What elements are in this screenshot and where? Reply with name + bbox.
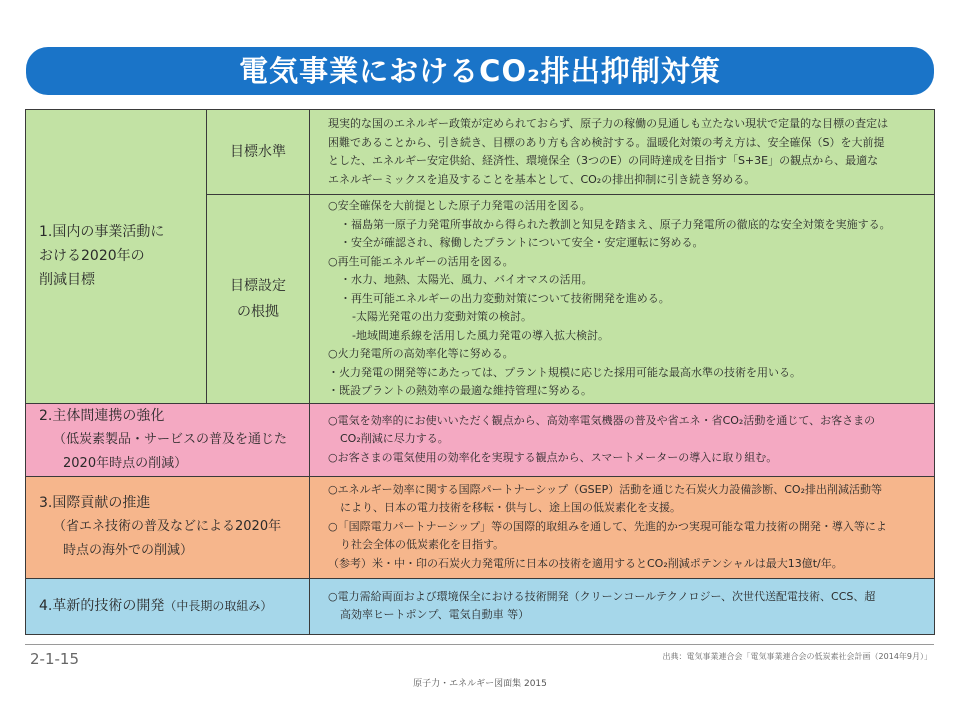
page-title: 電気事業におけるCO₂排出抑制対策	[26, 47, 934, 95]
footer-divider	[25, 644, 934, 645]
text-line: とした、エネルギー安定供給、経済性、環境保全（3つのE）の同時達成を目指す「S+3E」の観点から、最適な	[328, 154, 879, 167]
category-title: 4.革新的技術の開発	[39, 598, 165, 614]
row-domestic-goal-level	[26, 110, 935, 195]
text-line: ○電力需給両面および環境保全における技術開発（クリーンコールテクノロジー、次世代送配電技術、CCS、超	[328, 589, 876, 603]
text-line: ・福島第一原子力発電所事故から得られた教訓と知見を踏まえ、原子力発電所の徹底的な安全対策を実施する。	[340, 217, 891, 231]
publication-footer: 原子力・エネルギー図面集 2015	[413, 679, 547, 689]
text-line: ○電気を効率的にお使いいただく観点から、高効率電気機器の普及や省エネ・省CO₂活動を通じて、お客さまの	[328, 413, 876, 427]
text-line: ○お客さまの電気使用の効率化を実現する観点から、スマートメーターの導入に取り組む。	[328, 450, 778, 464]
text-innovation	[310, 578, 935, 634]
category-innovation	[26, 578, 310, 634]
category-line: 1.国内の事業活動に	[39, 224, 165, 241]
text-line: ○火力発電所の高効率化等に努める。	[328, 347, 514, 360]
text-line: 高効率ヒートポンプ、電気自動車 等）	[340, 608, 530, 621]
text-line: り社会全体の低炭素化を目指す。	[340, 538, 505, 552]
text-line: -地域間連系線を活用した風力発電の導入拡大検討。	[352, 328, 609, 342]
category-line: 削減目標	[39, 272, 95, 289]
category-sub: 時点の海外での削減）	[63, 543, 194, 558]
text-line: ・火力発電の開発等にあたっては、プラント規模に応じた採用可能な最高水準の技術を用いる。	[328, 365, 801, 379]
text-line: ○安全確保を大前提とした原子力発電の活用を図る。	[328, 199, 591, 212]
label-line: 目標設定	[230, 277, 286, 294]
category-domestic	[26, 110, 207, 404]
category-title: 3.国際貢献の推進	[39, 495, 151, 511]
text-line: 困難であることから、引き続き、目標のあり方も含め検討する。温暖化対策の考え方は、安全確保（S）を大前提	[328, 135, 885, 149]
category-title: 2.主体間連携の強化	[39, 407, 165, 424]
text-line: により、日本の電力技術を移転・供与し、途上国の低炭素化を支援。	[340, 501, 681, 515]
category-sub: （中長期の取組み）	[164, 599, 273, 613]
category-cooperation	[26, 403, 310, 476]
category-sub: （低炭素製品・サービスの普及を通じた	[53, 431, 288, 447]
text-line: ・再生可能エネルギーの出力変動対策について技術開発を進める。	[340, 291, 670, 305]
category-line: おける2020年の	[39, 248, 145, 265]
label-line: の根拠	[237, 303, 279, 320]
measures-table	[25, 109, 935, 635]
text-line: CO₂削減に尽力する。	[340, 432, 449, 446]
text-line: ・既設プラントの熱効率の最適な維持管理に努める。	[328, 384, 592, 397]
row-cooperation	[26, 403, 935, 476]
source-citation: 出典：電気事業連合会「電気事業連合会の低炭素社会計画（2014年9月）」	[662, 652, 932, 661]
text-line: ○エネルギー効率に関する国際パートナーシップ（GSEP）活動を通じた石炭火力設備診断、CO₂排出削減活動等	[328, 482, 882, 496]
label-target-basis	[207, 195, 310, 404]
page-number: 2-1-15	[30, 650, 79, 668]
text-line: 現実的な国のエネルギー政策が定められておらず、原子力の稼働の見通しも立たない現状で定量的な目標の査定は	[328, 117, 889, 130]
text-line: ・安全が確認され、稼働したプラントについて安全・安定運転に努める。	[340, 236, 704, 249]
text-line: （参考）米・中・印の石炭火力発電所に日本の技術を適用するとCO₂削減ポテンシャルは最大13億t/年。	[328, 556, 843, 570]
category-international	[26, 476, 310, 578]
text-line: ・水力、地熱、太陽光、風力、バイオマスの活用。	[340, 273, 593, 286]
text-cooperation	[310, 403, 935, 476]
text-target-level	[310, 110, 935, 195]
text-target-basis	[310, 195, 935, 404]
text-international	[310, 476, 935, 578]
text-line: ○「国際電力パートナーシップ」等の国際的取組みを通して、先進的かつ実現可能な電力技術の開発・導入等によ	[328, 519, 887, 533]
category-sub: 2020年時点の削減）	[63, 455, 188, 471]
row-innovation	[26, 578, 935, 634]
text-line: ○再生可能エネルギーの活用を図る。	[328, 254, 514, 268]
row-international	[26, 476, 935, 578]
category-sub: （省エネ技術の普及などによる2020年	[53, 519, 282, 534]
text-line: -太陽光発電の出力変動対策の検討。	[352, 310, 532, 323]
label-target-level: 目標水準	[207, 110, 310, 195]
text-line: エネルギーミックスを追及することを基本として、CO₂の排出抑制に引き続き努める。	[328, 172, 756, 186]
